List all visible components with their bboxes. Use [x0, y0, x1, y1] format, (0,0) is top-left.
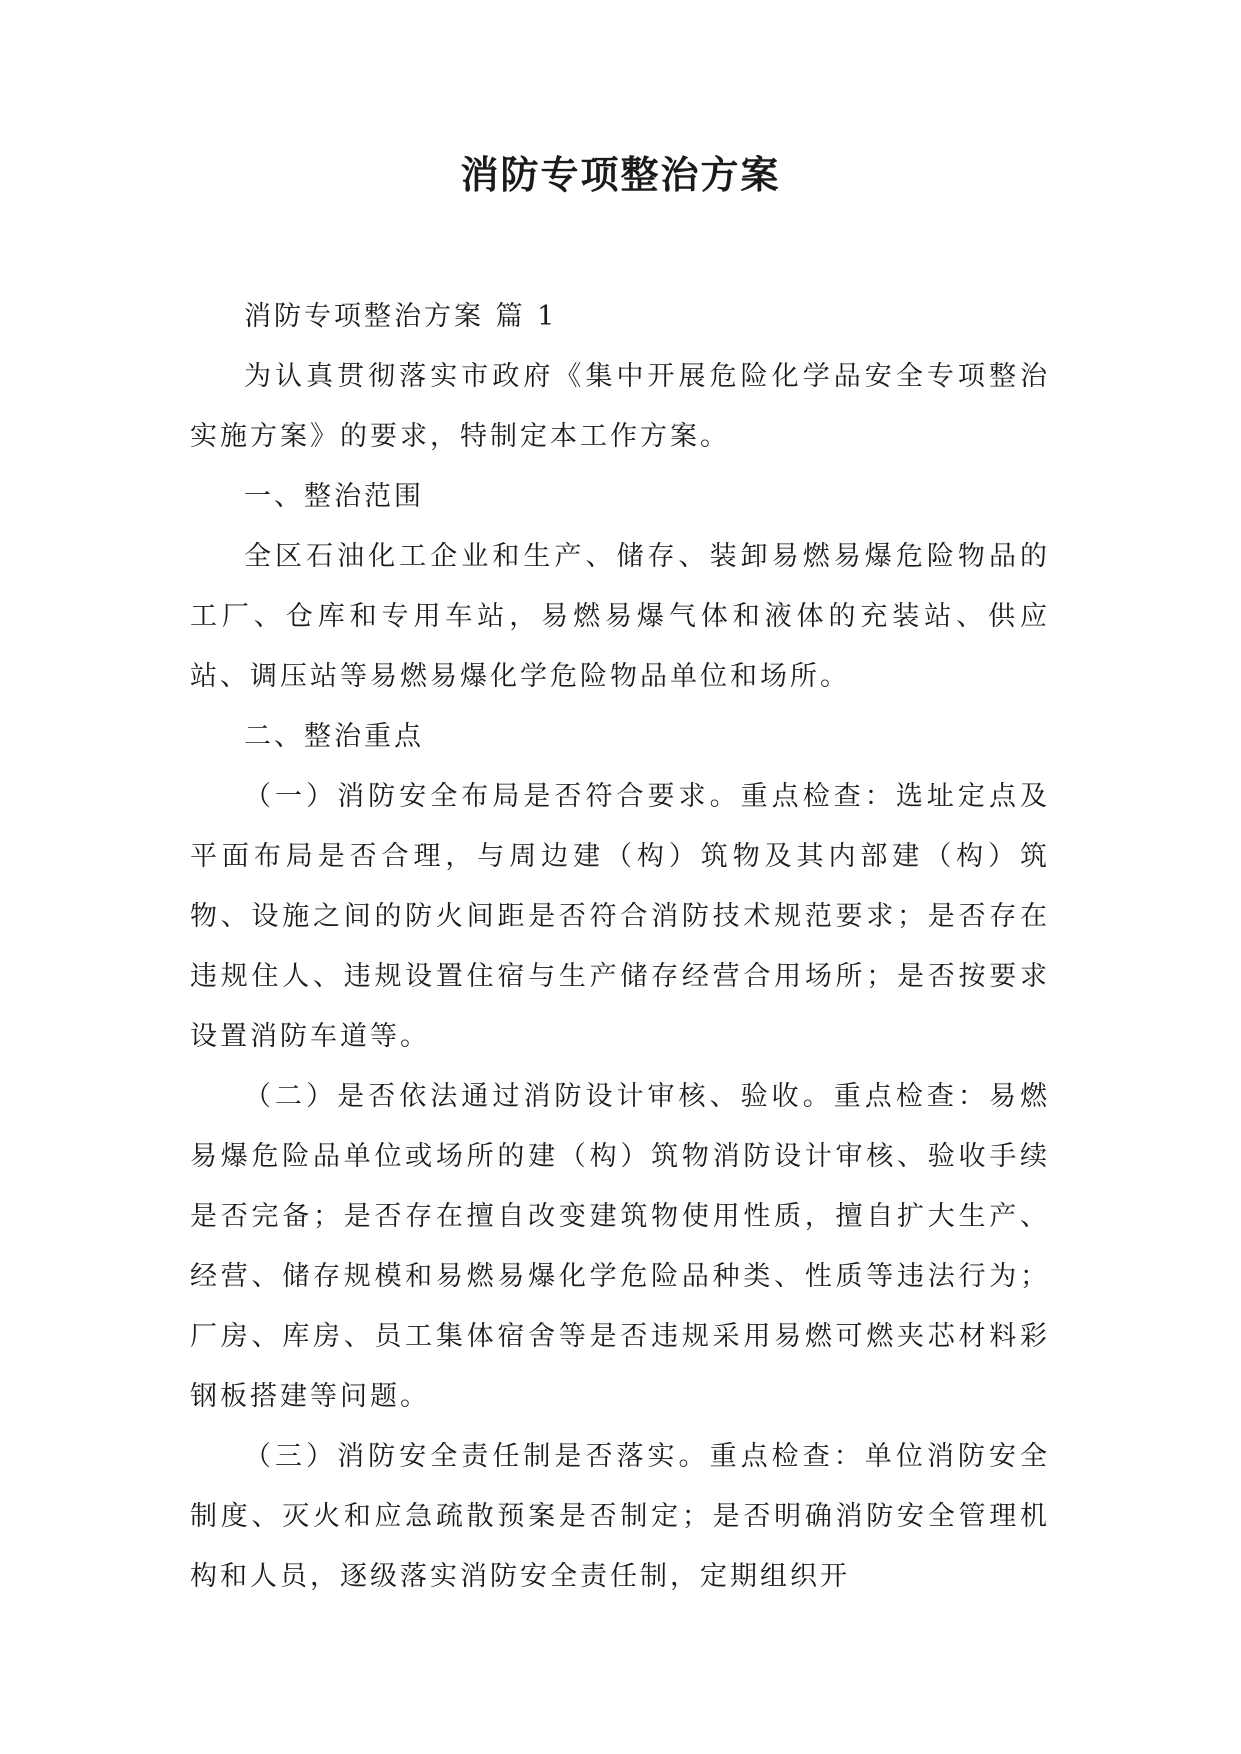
section-label-part-1: 消防专项整治方案 篇 1 — [244, 301, 558, 332]
intro-paragraph: 为认真贯彻落实市政府《集中开展危险化学品安全专项整治实施方案》的要求，特制定本工作方案。 — [190, 361, 1050, 452]
key-point-1-paragraph: （一）消防安全布局是否符合要求。重点检查：选址定点及平面布局是否合理，与周边建（构）筑物及其内部建（构）筑物、设施之间的防火间距是否符合消防技术规范要求；是否存在违规住人、违规设置住宿与生产储存经营合用场所；是否按要求设置消防车道等。 — [190, 781, 1050, 1052]
heading-key-points: 二、整治重点 — [244, 721, 424, 752]
document-body — [190, 287, 1050, 1607]
key-point-2-paragraph: （二）是否依法通过消防设计审核、验收。重点检查：易燃易爆危险品单位或场所的建（构）筑物消防设计审核、验收手续是否完备；是否存在擅自改变建筑物使用性质，擅自扩大生产、经营、储存规模和易燃易爆化学危险品种类、性质等违法行为；厂房、库房、员工集体宿舍等是否违规采用易燃可燃夹芯材料彩钢板搭建等问题。 — [190, 1081, 1050, 1412]
document-title: 消防专项整治方案 — [460, 152, 781, 197]
key-point-3-paragraph: （三）消防安全责任制是否落实。重点检查：单位消防安全制度、灭火和应急疏散预案是否制定；是否明确消防安全管理机构和人员，逐级落实消防安全责任制，定期组织开 — [190, 1441, 1050, 1592]
heading-scope: 一、整治范围 — [244, 481, 424, 512]
scope-paragraph: 全区石油化工企业和生产、储存、装卸易燃易爆危险物品的工厂、仓库和专用车站，易燃易爆气体和液体的充装站、供应站、调压站等易燃易爆化学危险物品单位和场所。 — [190, 541, 1050, 692]
